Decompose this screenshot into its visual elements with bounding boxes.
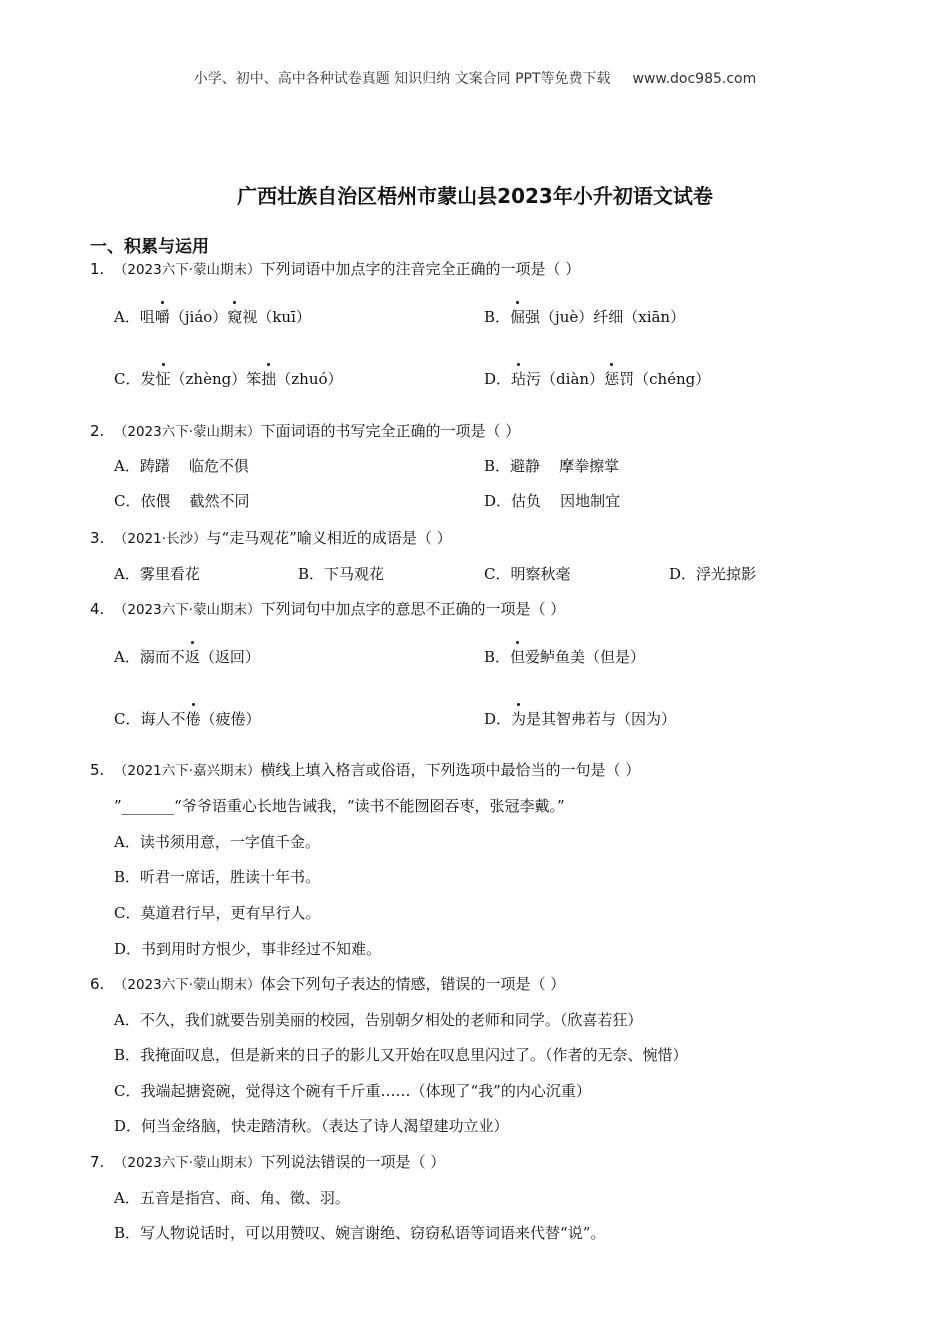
- header-url[interactable]: www.doc985.com: [632, 71, 757, 87]
- q7-option-a[interactable]: A．五音是指宫、商、角、徵、羽。: [114, 1189, 350, 1207]
- q1-option-d[interactable]: D．玷污（diàn）惩罚（chéng）: [484, 370, 711, 388]
- q1-option-b[interactable]: B．倔强（juè）纤细（xiān）: [484, 308, 686, 326]
- q2-option-a[interactable]: A．踌躇 临危不俱: [114, 457, 249, 475]
- q2-option-b[interactable]: B．避静 摩拳擦掌: [484, 457, 620, 475]
- q6-option-d[interactable]: D．何当金络脑，快走踏清秋。（表达了诗人渴望建功立业）: [114, 1117, 509, 1135]
- page-header: [0, 68, 950, 88]
- q4-option-b[interactable]: B．但爱鲈鱼美（但是）: [484, 648, 646, 666]
- q4-option-a[interactable]: A．溺而不返（返回）: [114, 648, 260, 666]
- question-3: 3. （2021·长沙）与“走马观花”喻义相近的成语是（ ）: [90, 529, 452, 547]
- q6-option-c[interactable]: C．我端起搪瓷碗，觉得这个碗有千斤重……（体现了“我”的内心沉重）: [114, 1082, 591, 1100]
- q6-option-b[interactable]: B．我掩面叹息，但是新来的日子的影儿又开始在叹息里闪过了。（作者的无奈、惋惜）: [114, 1046, 688, 1064]
- q1-option-a[interactable]: A．咀嚼（jiáo）窥视（kuī）: [114, 308, 311, 326]
- q5-option-c[interactable]: C．莫道君行早，更有早行人。: [114, 904, 321, 922]
- q4-option-d[interactable]: D．为是其智弗若与（因为）: [484, 710, 677, 728]
- q2-option-c[interactable]: C．依偎 截然不同: [114, 492, 250, 510]
- exam-title: 广西壮族自治区梧州市蒙山县2023年小升初语文试卷: [237, 184, 713, 208]
- question-5: 5. （2021六下·嘉兴期末）横线上填入格言或俗语，下列选项中最恰当的一句是（ ）: [90, 761, 641, 779]
- q3-option-d[interactable]: D．浮光掠影: [669, 565, 757, 583]
- q3-option-c[interactable]: C．明察秋毫: [484, 565, 571, 583]
- q5-option-d[interactable]: D．书到用时方恨少，事非经过不知难。: [114, 940, 382, 958]
- q5-option-b[interactable]: B．听君一席话，胜读十年书。: [114, 868, 321, 886]
- q6-option-a[interactable]: A．不久，我们就要告别美丽的校园，告别朝夕相处的老师和同学。（欣喜若狂）: [114, 1011, 643, 1029]
- q5-quote: ”_______“爷爷语重心长地告诫我，“读书不能囫囵吞枣，张冠李戴。”: [114, 797, 565, 815]
- question-4: 4. （2023六下·蒙山期末）下列词句中加点字的意思不正确的一项是（ ）: [90, 600, 566, 618]
- question-7: 7. （2023六下·蒙山期末）下列说法错误的一项是（ ）: [90, 1153, 446, 1171]
- section-heading: 一、积累与运用: [90, 237, 209, 257]
- question-6: 6. （2023六下·蒙山期末）体会下列句子表达的情感，错误的一项是（ ）: [90, 975, 566, 993]
- question-1: 1. （2023六下·蒙山期末）下列词语中加点字的注音完全正确的一项是（ ）: [90, 260, 581, 278]
- q1-option-c[interactable]: C．发怔（zhèng）笨拙（zhuó）: [114, 370, 343, 388]
- q2-option-d[interactable]: D．估负 因地制宜: [484, 492, 621, 510]
- q5-option-a[interactable]: A．读书须用意，一字值千金。: [114, 833, 320, 851]
- q4-option-c[interactable]: C．诲人不倦（疲倦）: [114, 710, 261, 728]
- q3-option-a[interactable]: A．雾里看花: [114, 565, 200, 583]
- header-text: 小学、初中、高中各种试卷真题 知识归纳 文案合同 PPT等免费下载: [193, 71, 611, 87]
- question-2: 2. （2023六下·蒙山期末）下面词语的书写完全正确的一项是（ ）: [90, 422, 521, 440]
- q7-option-b[interactable]: B．写人物说话时，可以用赞叹、婉言谢绝、窃窃私语等词语来代替“说”。: [114, 1224, 606, 1242]
- q3-option-b[interactable]: B．下马观花: [298, 565, 385, 583]
